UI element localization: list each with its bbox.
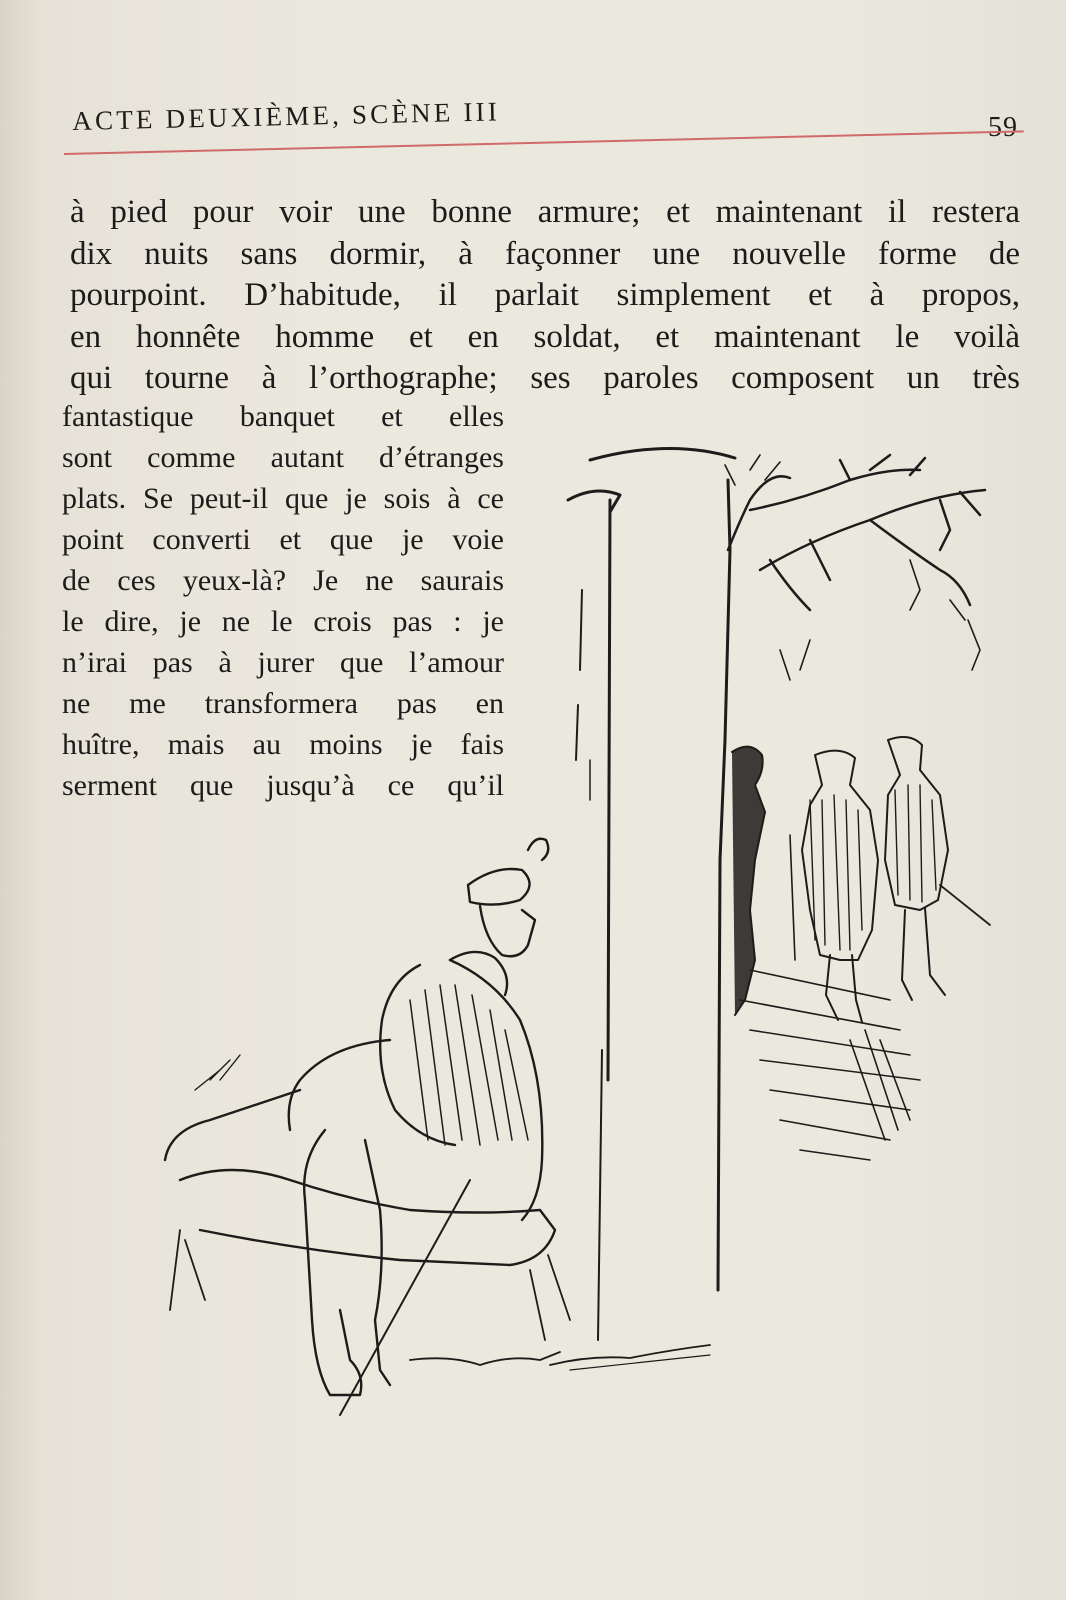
stone-pillar <box>568 448 735 1340</box>
text-line: huître, mais au moins je fais <box>62 728 504 761</box>
text-line: en honnête homme et en soldat, et maintenant le voilà <box>70 318 1020 355</box>
text-line: de ces yeux-là? Je ne saurais <box>62 564 504 597</box>
text-line: à pied pour voir une bonne armure; et maintenant il restera <box>70 194 1020 230</box>
page-number: 59 <box>988 112 1018 143</box>
ink-illustration <box>150 440 1030 1440</box>
ground-shading <box>740 970 920 1160</box>
text-line: fantastique banquet et elles <box>62 400 504 433</box>
tree-branches <box>725 455 985 680</box>
standing-figures <box>732 737 990 1022</box>
illustration-svg <box>150 440 1030 1440</box>
text-line: qui tourne à l’orthographe; ses paroles composent un très <box>70 360 1020 396</box>
text-line: pourpoint. D’habitude, il parlait simplement et à propos, <box>70 277 1020 313</box>
seated-figure <box>165 839 570 1415</box>
text-line: sont comme autant d’étranges <box>62 441 504 474</box>
running-title: ACTE DEUXIÈME, SCÈNE III <box>72 96 501 136</box>
full-width-text <box>70 192 1020 400</box>
text-line: ne me transformera pas en <box>62 687 504 720</box>
signature-mark <box>410 1345 710 1370</box>
text-line: n’irai pas à jurer que l’amour <box>62 646 504 679</box>
text-line: le dire, je ne le crois pas : je <box>62 605 504 638</box>
text-line: point converti et que je voie <box>62 523 504 556</box>
text-line: serment que jusqu’à ce qu’il <box>62 769 504 802</box>
text-line: plats. Se peut-il que je sois à ce <box>62 482 504 515</box>
text-line: dix nuits sans dormir, à façonner une nouvelle forme de <box>70 235 1020 272</box>
